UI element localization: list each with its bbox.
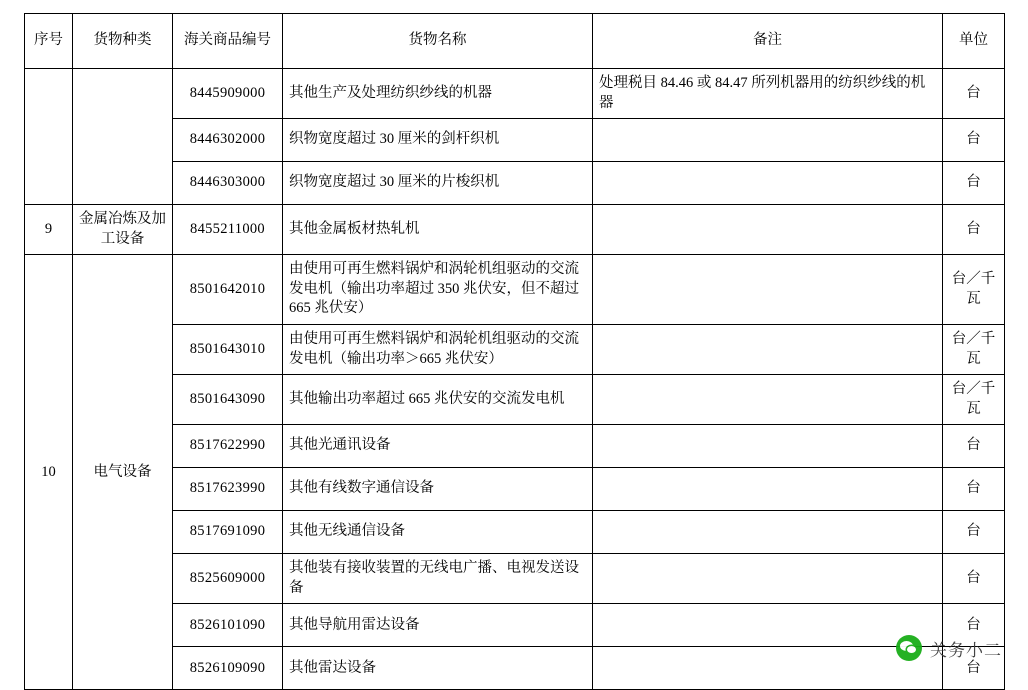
table-row	[25, 69, 1005, 119]
row-goods-name: 其他雷达设备	[283, 647, 593, 690]
row-remark	[593, 604, 943, 647]
row-hs-code: 8526101090	[173, 604, 283, 647]
row-goods-name: 织物宽度超过 30 厘米的片梭织机	[283, 162, 593, 205]
row-hs-code: 8446302000	[173, 119, 283, 162]
row-unit: 台	[943, 604, 1005, 647]
row-seq	[25, 69, 73, 205]
col-header-unit: 单位	[943, 14, 1005, 69]
row-category	[73, 69, 173, 205]
watermark-label: 关务小二	[930, 640, 1002, 660]
row-hs-code: 8446303000	[173, 162, 283, 205]
row-goods-name: 其他输出功率超过 665 兆伏安的交流发电机	[283, 375, 593, 425]
row-goods-name: 其他装有接收装置的无线电广播、电视发送设备	[283, 554, 593, 604]
row-unit: 台／千瓦	[943, 255, 1005, 325]
row-hs-code: 8517622990	[173, 425, 283, 468]
row-hs-code: 8501643090	[173, 375, 283, 425]
row-remark	[593, 205, 943, 255]
row-goods-name: 由使用可再生燃料锅炉和涡轮机组驱动的交流发电机（输出功率超过 350 兆伏安，但不超过 665 兆伏安）	[283, 255, 593, 325]
watermark	[896, 635, 1002, 661]
col-header-remark: 备注	[593, 14, 943, 69]
row-unit: 台	[943, 554, 1005, 604]
row-category: 金属冶炼及加工设备	[73, 205, 173, 255]
row-remark	[593, 554, 943, 604]
row-goods-name: 其他导航用雷达设备	[283, 604, 593, 647]
row-hs-code: 8517623990	[173, 468, 283, 511]
col-header-category: 货物种类	[73, 14, 173, 69]
row-remark	[593, 375, 943, 425]
row-hs-code: 8501643010	[173, 324, 283, 374]
row-goods-name: 其他生产及处理纺织纱线的机器	[283, 69, 593, 119]
row-unit: 台	[943, 205, 1005, 255]
row-unit: 台	[943, 119, 1005, 162]
table-row	[25, 255, 1005, 325]
row-hs-code: 8455211000	[173, 205, 283, 255]
row-unit: 台／千瓦	[943, 324, 1005, 374]
col-header-goods-name: 货物名称	[283, 14, 593, 69]
row-unit: 台	[943, 69, 1005, 119]
row-hs-code: 8526109090	[173, 647, 283, 690]
row-goods-name: 其他光通讯设备	[283, 425, 593, 468]
row-unit: 台	[943, 468, 1005, 511]
row-hs-code: 8525609000	[173, 554, 283, 604]
row-remark	[593, 468, 943, 511]
row-remark	[593, 119, 943, 162]
goods-table	[24, 13, 1005, 690]
table-header-row	[25, 14, 1005, 69]
row-remark	[593, 162, 943, 205]
row-goods-name: 其他无线通信设备	[283, 511, 593, 554]
col-header-hs-code: 海关商品编号	[173, 14, 283, 69]
row-goods-name: 其他金属板材热轧机	[283, 205, 593, 255]
row-unit: 台	[943, 647, 1005, 690]
col-header-seq: 序号	[25, 14, 73, 69]
row-seq: 9	[25, 205, 73, 255]
row-remark	[593, 324, 943, 374]
row-unit: 台／千瓦	[943, 375, 1005, 425]
wechat-icon	[896, 635, 922, 661]
row-unit: 台	[943, 162, 1005, 205]
document-page	[24, 13, 1004, 690]
row-unit: 台	[943, 425, 1005, 468]
row-hs-code: 8445909000	[173, 69, 283, 119]
row-remark: 处理税目 84.46 或 84.47 所列机器用的纺织纱线的机器	[593, 69, 943, 119]
row-goods-name: 由使用可再生燃料锅炉和涡轮机组驱动的交流发电机（输出功率＞665 兆伏安）	[283, 324, 593, 374]
table-row	[25, 205, 1005, 255]
row-goods-name: 织物宽度超过 30 厘米的剑杆织机	[283, 119, 593, 162]
row-remark	[593, 647, 943, 690]
row-remark	[593, 425, 943, 468]
row-remark	[593, 255, 943, 325]
row-hs-code: 8501642010	[173, 255, 283, 325]
row-category: 电气设备	[73, 255, 173, 690]
row-hs-code: 8517691090	[173, 511, 283, 554]
row-goods-name: 其他有线数字通信设备	[283, 468, 593, 511]
row-remark	[593, 511, 943, 554]
row-unit: 台	[943, 511, 1005, 554]
row-seq: 10	[25, 255, 73, 690]
